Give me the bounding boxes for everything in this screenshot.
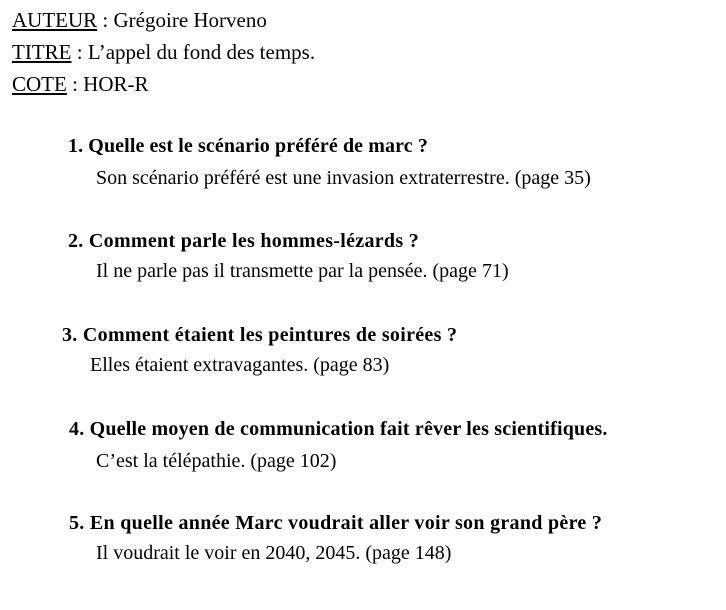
cote-label: COTE — [12, 72, 67, 96]
answer-4: C’est la télépathie. (page 102) — [96, 450, 337, 472]
cote-separator: : — [66, 72, 84, 96]
question-1: 1. Quelle est le scénario préféré de marc ? — [68, 135, 428, 157]
author-line — [12, 7, 267, 33]
author-separator: : — [97, 8, 114, 32]
answer-5: Il voudrait le voir en 2040, 2045. (page 148) — [96, 542, 452, 564]
title-line — [12, 39, 315, 65]
question-3: 3. Comment étaient les peintures de soirées ? — [62, 324, 458, 346]
title-label: TITRE — [12, 40, 72, 64]
answer-2: Il ne parle pas il transmette par la pensée. (page 71) — [96, 260, 509, 282]
author-value: Grégoire Horveno — [113, 8, 267, 32]
answer-3: Elles étaient extravagantes. (page 83) — [90, 354, 390, 376]
title-value: L’appel du fond des temps. — [87, 40, 316, 64]
title-separator: : — [71, 40, 88, 64]
question-4: 4. Quelle moyen de communication fait rêver les scientifiques. — [69, 418, 608, 440]
cote-line — [12, 71, 149, 97]
answer-1: Son scénario préféré est une invasion extraterrestre. (page 35) — [96, 167, 591, 189]
question-2: 2. Comment parle les hommes-lézards ? — [68, 230, 420, 252]
author-label: AUTEUR — [12, 8, 98, 32]
question-5: 5. En quelle année Marc voudrait aller voir son grand père ? — [69, 512, 603, 534]
cote-value: HOR-R — [83, 72, 149, 96]
